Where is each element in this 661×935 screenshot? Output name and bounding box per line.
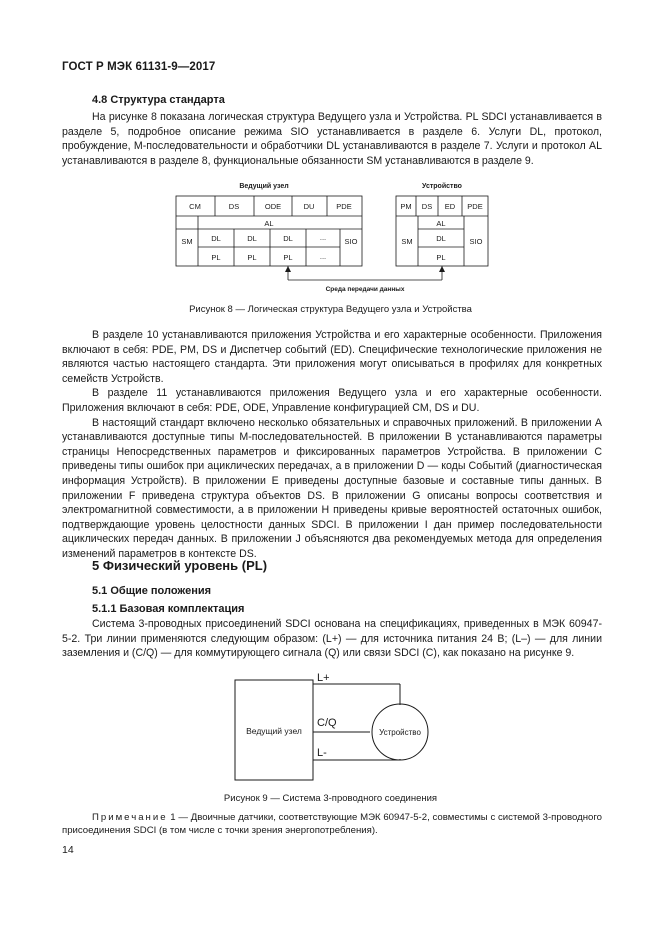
paragraph-text: На рисунке 8 показана логическая структура Ведущего узла и Устройства. PL SDCI устанавливается в разделе 5, подробное описание режима SIO устанавливается в разделе 6. Услуги DL, протокол, пробуждение, М-последовательности и обработчики DL устанавливаются в разделе 7. Услуги и протокол AL устанавливаются в разделе 8, функциональные обязанности SM устанавливаются в разделе 9. — [62, 111, 602, 167]
medium-label: Среда передачи данных — [325, 286, 405, 293]
master-label: Ведущий узел — [246, 726, 302, 736]
pl-ellipsis: ... — [319, 252, 327, 261]
du-block-label: DU — [303, 202, 315, 211]
device-al-block-label: AL — [436, 219, 446, 228]
section-heading-5-1-1: 5.1.1 Базовая комплектация — [92, 603, 245, 615]
pl-block-label: PL — [211, 253, 221, 262]
figure-9-caption: Рисунок 9 — Система 3-проводного соединения — [223, 793, 438, 804]
section-heading-4-8: 4.8 Структура стандарта — [92, 94, 225, 106]
device-sio-block-label: SIO — [469, 237, 483, 246]
paragraph-device-apps: В разделе 10 устанавливаются приложения Устройства и его характерные особенности. Приложения включают в себя: PDE, PM, DS и Диспетчер событий (ED). Специфические технологические приложения не являются частью настоящего стандарта. Эти приложения могут описываться в профилях для конкретных семейств Устройств. — [62, 329, 602, 385]
pm-block-label: PM — [400, 202, 412, 211]
cm-block-label: CM — [189, 202, 201, 211]
note-text: 1 — Двоичные датчики, соответствующие МЭК 60947-5-2, совместимы с системой 3-проводного присоединения SDCI (в том числе с точки зрения энергопотребления). — [62, 812, 602, 836]
page-number: 14 — [62, 844, 74, 856]
device-dl-block-label: DL — [436, 234, 446, 243]
device-pde-block-label: PDE — [467, 202, 483, 211]
sio-block-label: SIO — [344, 237, 358, 246]
device-label: Устройство — [379, 728, 421, 737]
pl-block-label: PL — [247, 253, 257, 262]
device-ds-block-label: DS — [421, 202, 433, 211]
sm-block-label: SM — [181, 237, 193, 246]
ed-block-label: ED — [444, 202, 456, 211]
body-paragraphs — [62, 328, 602, 562]
pde-block-label: PDE — [336, 202, 352, 211]
ode-block-label: ODE — [264, 202, 282, 211]
dl-block-label: DL — [247, 234, 257, 243]
ds-block-label: DS — [228, 202, 240, 211]
dl-ellipsis: ... — [319, 233, 327, 242]
figure-9-three-wire — [230, 672, 440, 787]
lminus-line-label: L- — [317, 747, 327, 759]
device-pl-block-label: PL — [436, 253, 446, 262]
master-title: Ведущий узел — [239, 183, 289, 190]
paragraph-structure — [62, 110, 602, 168]
al-block-label: AL — [264, 219, 274, 228]
paragraph-annexes: В настоящий стандарт включено несколько обязательных и справочных приложений. В приложении А устанавливаются доступные типы М-последовательностей. В приложении В устанавливаются параметры страницы Непосредственных параметров и фиксированных параметров Устройства. В приложении С приведены типы ошибок при ациклических передачах, а в приложении D — коды Событий (диагностическая информация Устройств). В приложении Е приведены доступные базовые и составные типы данных. В приложении F приведена структура объектов DS. В приложении G описаны вопросы соответствия и электромагнитной совместимости, а в приложении Н приведены кривые вероятностей остаточных ошибок, подтверждающие уровень целостности данных SDCI. В приложении I дан пример последовательности ациклических передач данных. В приложении J объясняются два рекомендуемых метода для определения изменений параметров в контексте DS. — [62, 416, 602, 560]
section-heading-5-1: 5.1 Общие положения — [92, 585, 212, 597]
device-title: Устройство — [422, 183, 462, 190]
dl-block-label: DL — [283, 234, 293, 243]
note-1 — [62, 811, 602, 837]
cq-line-label: C/Q — [317, 717, 337, 729]
paragraph-master-apps: В разделе 11 устанавливаются приложения Ведущего узла и его характерные особенности. Приложения включают в себя: PDE, ODE, Управление конфигурацией CM, DS и DU. — [62, 387, 602, 414]
document-header: ГОСТ Р МЭК 61131-9—2017 — [62, 61, 216, 73]
paragraph-basic-config — [62, 617, 602, 661]
pl-block-label: PL — [283, 253, 293, 262]
note-label: Примечание — [92, 812, 168, 823]
paragraph-text: Система 3-проводных присоединений SDCI основана на спецификациях, приведенных в МЭК 60947-5-2. Три линии применяются следующим образом: (L+) — для источника питания 24 В; (L–) — для линии заземления и (C/Q) — для коммутирующего сигнала (Q) или связи SDCI (C), как показано на рисунке 9. — [62, 618, 602, 660]
section-heading-5: 5 Физический уровень (PL) — [92, 558, 268, 573]
lplus-line-label: L+ — [317, 672, 330, 684]
figure-8-logical-structure — [150, 176, 510, 296]
figure-8-caption: Рисунок 8 — Логическая структура Ведущего узла и Устройства — [189, 304, 472, 315]
device-sm-block-label: SM — [401, 237, 413, 246]
dl-block-label: DL — [211, 234, 221, 243]
